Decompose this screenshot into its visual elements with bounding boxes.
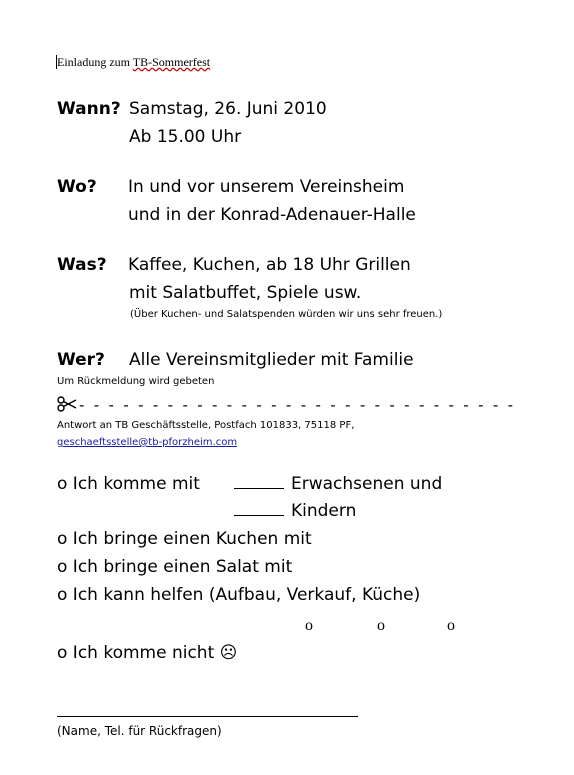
children-blank-field[interactable]	[234, 501, 284, 520]
when-line-1: Samstag, 26. Juni 2010	[129, 99, 327, 119]
document-title	[57, 55, 210, 70]
signature-line[interactable]	[57, 716, 358, 717]
what-line-1: Kaffee, Kuchen, ab 18 Uhr Grillen	[128, 255, 411, 275]
where-label: Wo?	[57, 177, 97, 197]
title-prefix: Einladung zum	[57, 55, 133, 69]
what-label: Was?	[57, 255, 107, 275]
scissors-icon	[57, 396, 77, 416]
who-label: Wer?	[57, 350, 105, 370]
children-label: Kindern	[291, 501, 357, 521]
option-salad: o Ich bringe einen Salat mit	[57, 557, 293, 577]
adults-blank-field[interactable]	[234, 474, 284, 493]
who-line-1: Alle Vereinsmitglieder mit Familie	[129, 350, 414, 370]
option-cake: o Ich bringe einen Kuchen mit	[57, 529, 312, 549]
when-line-2: Ab 15.00 Uhr	[129, 127, 242, 147]
help-choice-3[interactable]: o	[447, 617, 455, 634]
signature-caption: (Name, Tel. für Rückfragen)	[57, 724, 222, 738]
when-label: Wann?	[57, 99, 121, 119]
title-event-name: TB-Sommerfest	[132, 55, 211, 69]
where-line-1: In und vor unserem Vereinsheim	[128, 177, 405, 197]
option-not-attend: o Ich komme nicht ☹	[57, 643, 238, 663]
what-line-2: mit Salatbuffet, Spiele usw.	[129, 283, 362, 303]
help-choice-2[interactable]: o	[377, 617, 385, 634]
adults-label: Erwachsenen und	[291, 474, 443, 494]
reply-address: Antwort an TB Geschäftsstelle, Postfach 101833, 75118 PF,	[57, 420, 355, 431]
who-note: Um Rückmeldung wird gebeten	[57, 376, 215, 387]
cut-line: - - - - - - - - - - - - - - - - - - - - - - - - - - - - - -	[79, 396, 516, 414]
what-note: (Über Kuchen- und Salatspenden würden wir uns sehr freuen.)	[130, 309, 443, 320]
reply-email-link[interactable]: geschaeftsstelle@tb-pforzheim.com	[57, 437, 238, 448]
option-attend: o Ich komme mit	[57, 474, 200, 494]
where-line-2: und in der Konrad-Adenauer-Halle	[128, 205, 416, 225]
help-choice-1[interactable]: o	[305, 617, 313, 634]
option-help: o Ich kann helfen (Aufbau, Verkauf, Küche)	[57, 585, 421, 605]
